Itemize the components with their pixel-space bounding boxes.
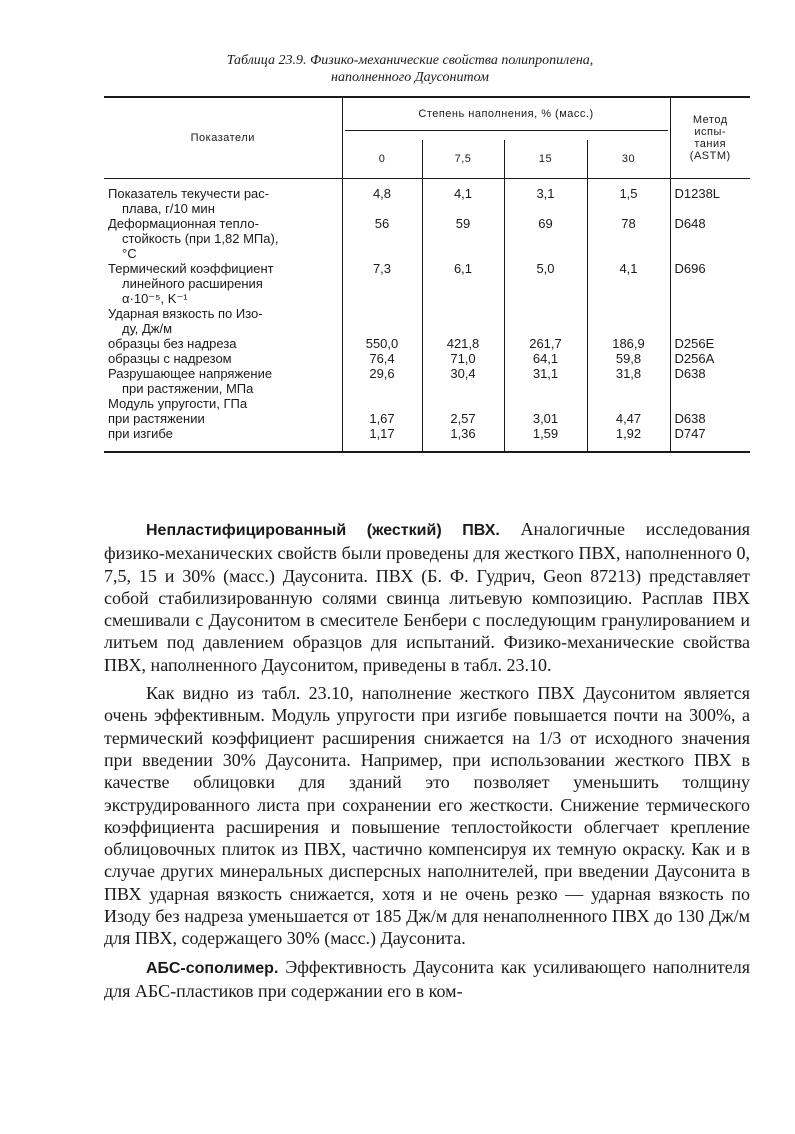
cell-value: [342, 396, 422, 411]
cell-method: D747: [670, 426, 750, 452]
properties-table: [104, 96, 750, 453]
header-fill-degree: Степень наполнения, % (масс.): [345, 108, 668, 131]
cell-value: [422, 396, 504, 411]
cell-value: 64,1: [504, 351, 587, 366]
row-label: Модуль упругости, ГПа: [108, 396, 248, 411]
cell-value: 30,4: [422, 366, 504, 396]
cell-value: 1,92: [587, 426, 670, 452]
caption-line-2: наполненного Даусонитом: [331, 70, 489, 85]
cell-value: 7,3: [342, 261, 422, 306]
cell-value: [342, 306, 422, 336]
fill-level-1: 7,5: [422, 140, 504, 179]
table-row: [104, 366, 750, 396]
cell-value: 1,5: [587, 179, 670, 217]
cell-method: D256E: [670, 336, 750, 351]
cell-method: D638: [670, 366, 750, 396]
row-label: при изгибе: [108, 426, 173, 441]
header-method: Метод испы- тания (ASTM): [670, 97, 750, 179]
cell-value: 421,8: [422, 336, 504, 351]
row-label: Деформационная тепло- стойкость (при 1,82 МПа), °C: [108, 216, 279, 261]
table-row: [104, 216, 750, 261]
fill-level-2: 15: [504, 140, 587, 179]
cell-value: 31,8: [587, 366, 670, 396]
cell-value: 56: [342, 216, 422, 261]
caption-line-1: Таблица 23.9. Физико-механические свойства полипропилена,: [226, 53, 594, 68]
row-label: Термический коэффициент линейного расширения α·10⁻⁵, K⁻¹: [108, 261, 274, 306]
fill-level-3: 30: [587, 140, 670, 179]
cell-value: 29,6: [342, 366, 422, 396]
cell-value: 59,8: [587, 351, 670, 366]
cell-method: D648: [670, 216, 750, 261]
row-label: образцы без надреза: [108, 336, 237, 351]
table-body: [104, 179, 750, 453]
body-text: [104, 518, 750, 1008]
cell-value: 59: [422, 216, 504, 261]
cell-value: 186,9: [587, 336, 670, 351]
cell-value: 3,01: [504, 411, 587, 426]
row-label: Ударная вязкость по Изо- ду, Дж/м: [108, 306, 263, 336]
table-row: [104, 411, 750, 426]
cell-value: 4,1: [587, 261, 670, 306]
cell-value: 4,8: [342, 179, 422, 217]
cell-value: 4,47: [587, 411, 670, 426]
cell-value: 69: [504, 216, 587, 261]
heading-abs: АБС-сополимер.: [146, 959, 279, 977]
row-label: Разрушающее напряжение при растяжении, МПа: [108, 366, 273, 396]
table-row: [104, 426, 750, 452]
header-indicator: Показатели: [190, 132, 255, 144]
heading-pvc: Непластифицированный (жесткий) ПВХ.: [146, 522, 500, 539]
cell-method: D1238L: [670, 179, 750, 217]
paragraph-pvc: Непластифицированный (жесткий) ПВХ. Аналогичные исследования физико-механических свойств были проведены для жесткого ПВХ, наполненного 0, 7,5, 15 и 30% (масс.) Даусонита. ПВХ (Б. Ф. Гудрич, Geon 87213) представляет собой стабилизированную солями свинца литьевую композицию. Расплав ПВХ смешивали с Даусонитом в смесителе Бенбери с последующим гранулированием и литьем под давлением образцов для испытаний. Физико-механические свойства ПВХ, наполненного Даусонитом, приведены в табл. 23.10.: [104, 519, 751, 675]
paragraph-abs: АБС-сополимер. Эффективность Даусонита как усиливающего наполнителя для АБС-пластиков при содержании его в ком-: [104, 956, 751, 1001]
cell-method: D696: [670, 261, 750, 306]
cell-value: [504, 306, 587, 336]
cell-value: 1,36: [422, 426, 504, 452]
cell-value: 1,59: [504, 426, 587, 452]
cell-value: [587, 306, 670, 336]
cell-value: 1,17: [342, 426, 422, 452]
row-label: при растяжении: [108, 411, 205, 426]
table-row: [104, 396, 750, 411]
cell-value: 550,0: [342, 336, 422, 351]
row-label: Показатель текучести рас- плава, г/10 мин: [108, 186, 270, 216]
cell-method: D256A: [670, 351, 750, 366]
cell-method: [670, 306, 750, 336]
table-row: [104, 179, 750, 217]
cell-value: 5,0: [504, 261, 587, 306]
cell-value: 71,0: [422, 351, 504, 366]
cell-value: [422, 306, 504, 336]
cell-method: D638: [670, 411, 750, 426]
fill-level-0: 0: [342, 140, 422, 179]
cell-value: 6,1: [422, 261, 504, 306]
paragraph-pvc-results: Как видно из табл. 23.10, наполнение жесткого ПВХ Даусонитом является очень эффективным. Модуль упругости при изгибе повышается почти на 300%, а термический коэффициент расширения снижается на 1/3 от исходного значения при введении 30% Даусонита. Например, при использовании жесткого ПВХ в качестве облицовки для зданий это позволяет уменьшить толщину экструдированного листа при сохранении его жесткости. Снижение термического коэффициента расширения и повышение теплостойкости облегчает крепление облицовочных плиток из ПВХ, частично компенсируя их темную окраску. Как и в случае других минеральных дисперсных наполнителей, при введении Даусонита в ПВХ ударная вязкость снижается, хотя и не очень резко — ударная вязкость по Изоду без надреза уменьшается от 185 Дж/м для ненаполненного ПВХ до 130 Дж/м для ПВХ, содержащего 30% (масс.) Даусонита.: [104, 683, 750, 949]
cell-value: 78: [587, 216, 670, 261]
cell-value: 2,57: [422, 411, 504, 426]
cell-value: 4,1: [422, 179, 504, 217]
row-label: образцы с надрезом: [108, 351, 232, 366]
cell-value: 76,4: [342, 351, 422, 366]
cell-value: [587, 396, 670, 411]
table-row: [104, 306, 750, 336]
table-caption: [150, 52, 670, 86]
cell-value: 261,7: [504, 336, 587, 351]
cell-method: [670, 396, 750, 411]
cell-value: 31,1: [504, 366, 587, 396]
cell-value: 3,1: [504, 179, 587, 217]
table-row: [104, 336, 750, 351]
cell-value: 1,67: [342, 411, 422, 426]
table-row: [104, 261, 750, 306]
cell-value: [504, 396, 587, 411]
table-row: [104, 351, 750, 366]
table-header: [104, 97, 750, 179]
